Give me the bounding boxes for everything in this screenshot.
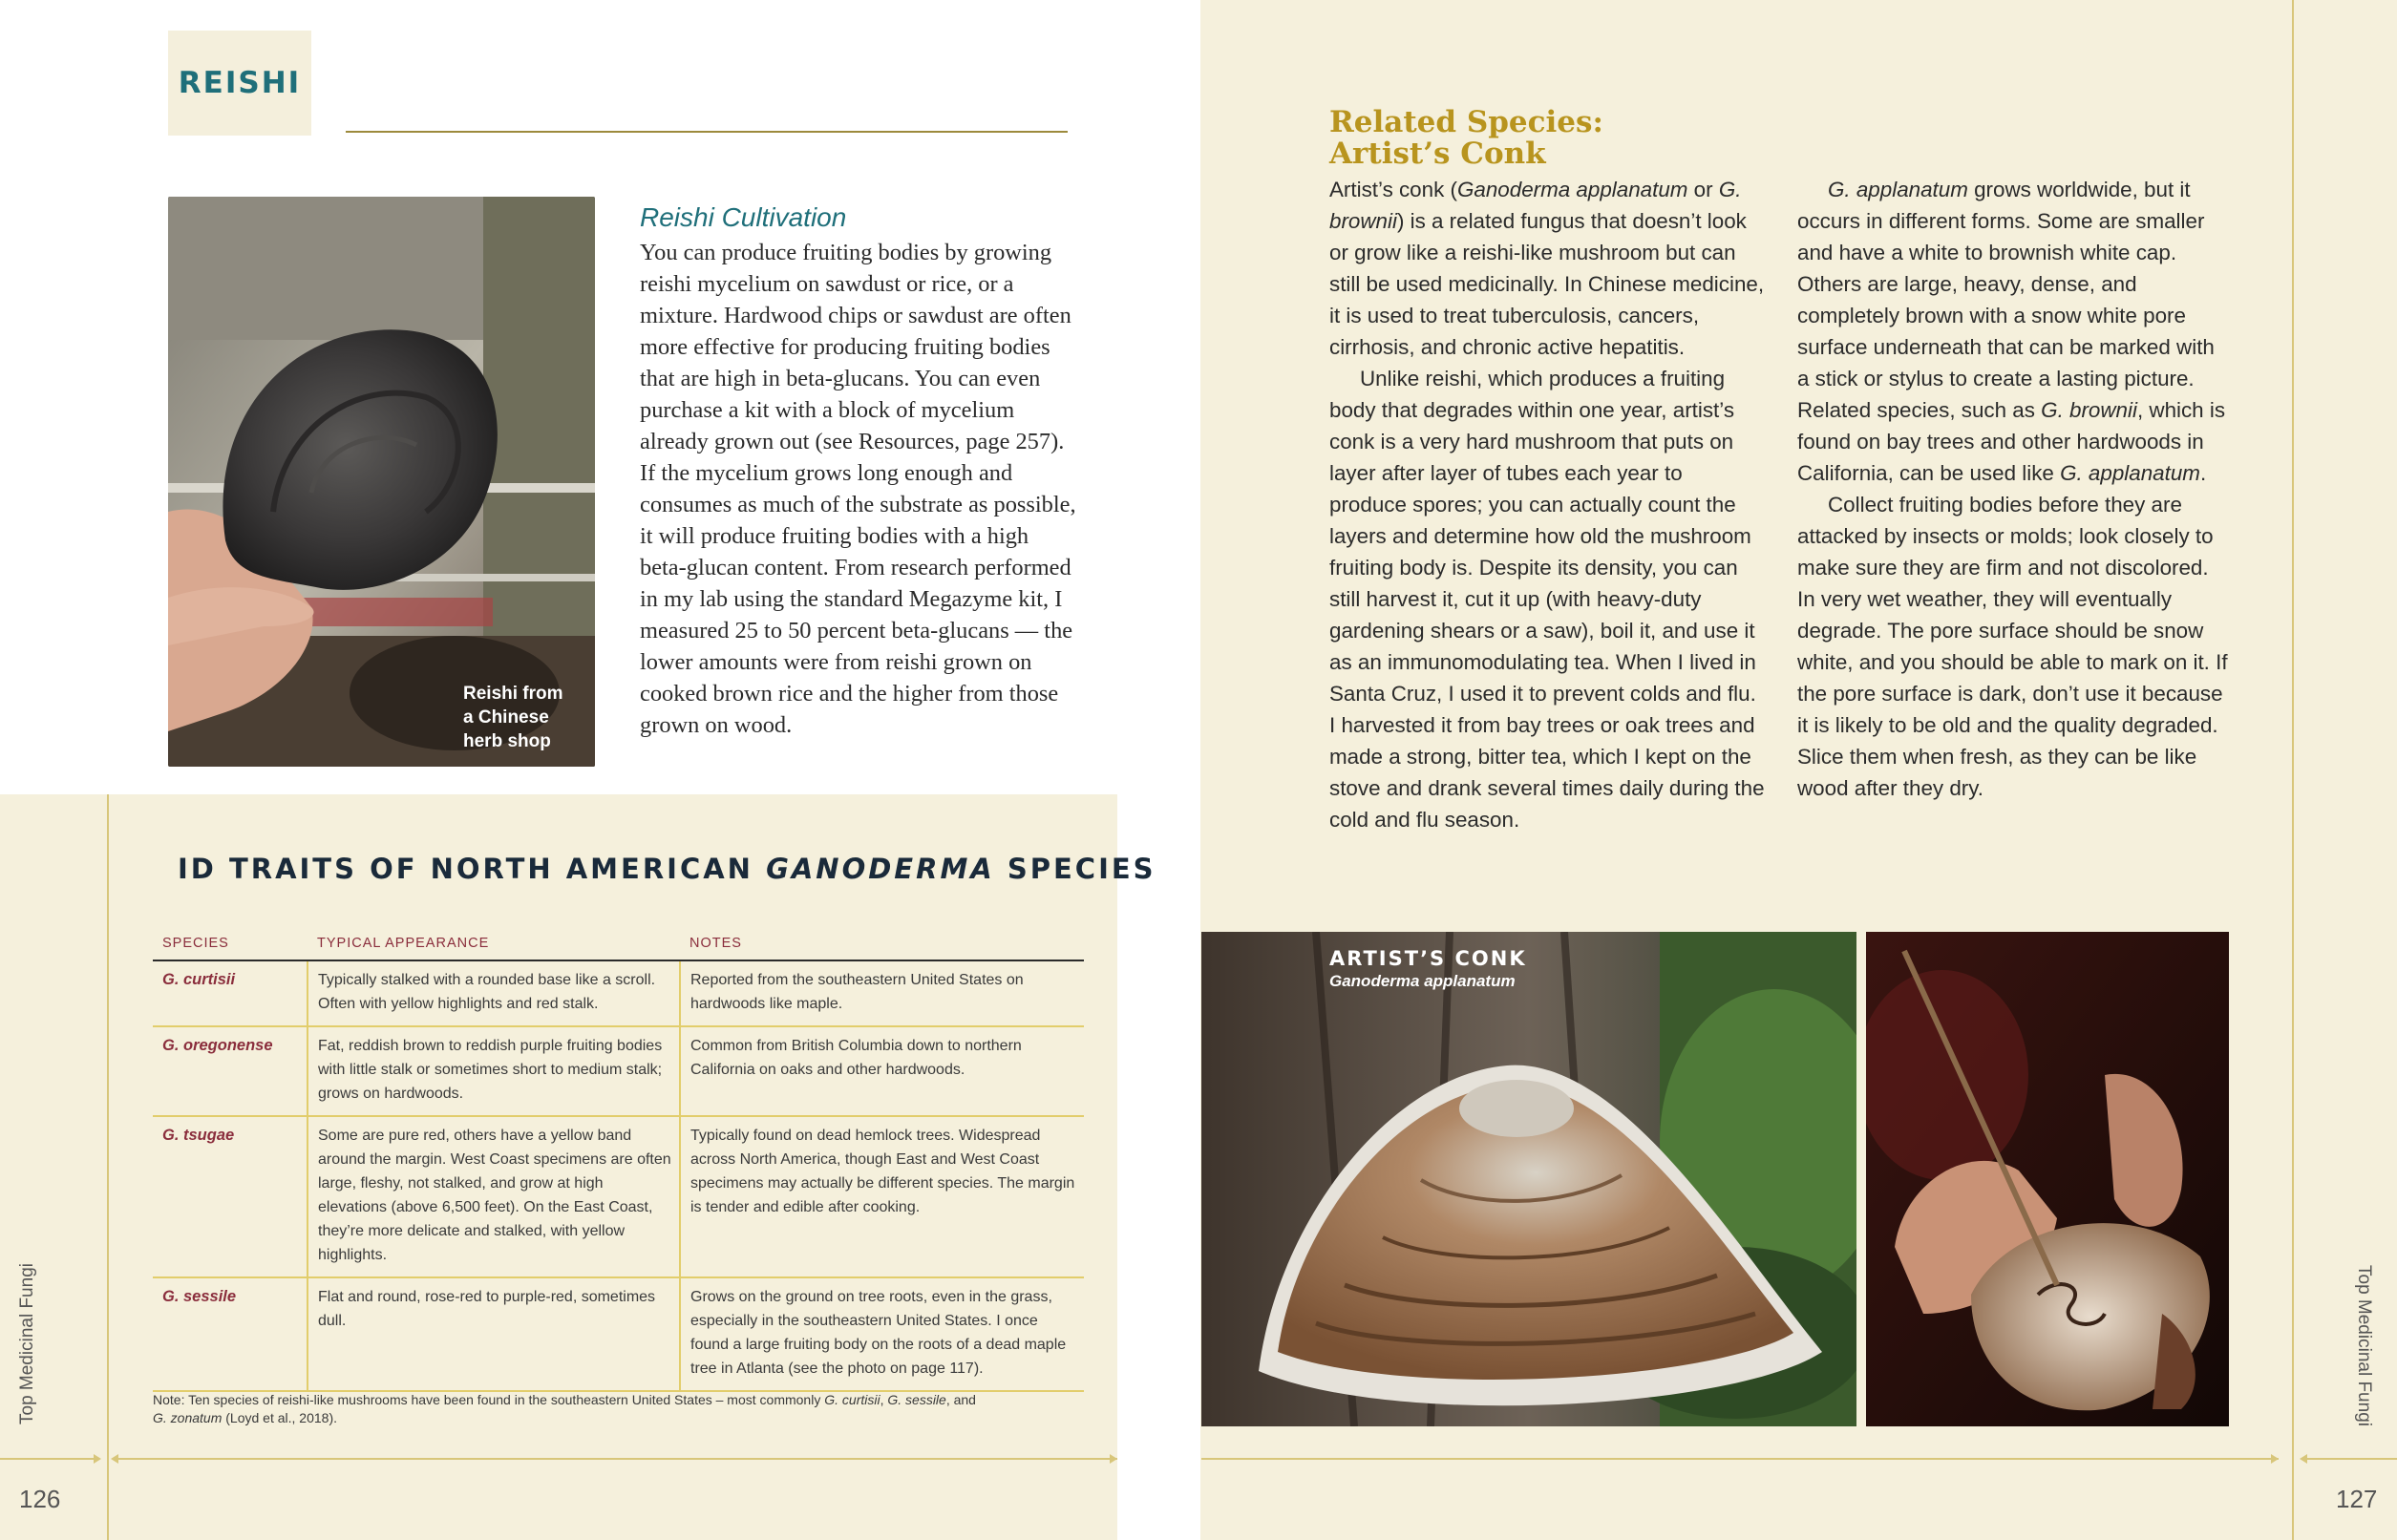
- related-species-heading: [1329, 107, 1603, 170]
- footer-arrow-icon: [1110, 1454, 1117, 1464]
- species-name: G. brownii: [2041, 398, 2137, 422]
- cultivation-heading: Reishi Cultivation: [640, 202, 847, 232]
- id-traits-heading: [178, 853, 1156, 885]
- page-number-left: 126: [19, 1485, 61, 1513]
- section-title-box: [168, 31, 311, 136]
- artists-conk-photo-label: [1329, 947, 1527, 991]
- text-run: Artist’s conk (: [1329, 178, 1457, 201]
- species-name: G. applanatum: [2060, 461, 2200, 485]
- reishi-photo: [168, 197, 595, 767]
- running-side-label-left: Top Medicinal Fungi: [17, 1263, 37, 1424]
- footer-rule-right-short: [2307, 1458, 2397, 1460]
- right-margin-rule: [2292, 0, 2294, 1540]
- text-run: or: [1687, 178, 1719, 201]
- paragraph: [1329, 174, 1765, 363]
- cultivation-text: You can produce fruiting bodies by growing reishi mycelium on sawdust or rice, or a mixture. Hardwood chips or sawdust are often more effective for producing fruiting bodies that are high in beta-glucans. You can even purchase a kit with a block of mycelium already grown out (see Resources, page 257). If the mycelium grows long enough and consumes as much of the substrate as possible, it will produce fruiting bodies with a high beta-glucan content. From research performed in my lab using the standard Megazyme kit, I measured 25 to 50 percent beta-glucans — the lower amounts were from reishi grown on cooked brown rice and the higher from those grown on wood.: [640, 240, 1076, 738]
- id-traits-heading-genus: GANODERMA: [766, 853, 995, 885]
- text-run: .: [2199, 461, 2207, 485]
- footer-arrow-icon: [111, 1454, 118, 1464]
- footer-rule-left-short: [0, 1458, 94, 1460]
- table-footnote: [153, 1391, 993, 1427]
- notes-cell: Typically found on dead hemlock trees. Widespread across North America, though East and West Coast specimens may actually be different species. The margin is tender and edible after cooking.: [680, 1116, 1084, 1277]
- footnote-text: Note: Ten species of reishi-like mushrooms have been found in the southeastern United States – most commonly: [153, 1392, 825, 1407]
- body-column-2: [1797, 174, 2229, 804]
- footer-rule-left: [118, 1458, 1117, 1460]
- reishi-photo-caption: Reishi from a Chinese herb shop: [463, 684, 563, 751]
- footnote-separator: ,: [880, 1392, 888, 1407]
- left-margin-rule: [107, 794, 109, 1540]
- table-row: [153, 1116, 1084, 1277]
- species-cell: G. tsugae: [153, 1116, 308, 1277]
- title-rule: [346, 131, 1068, 133]
- related-species-heading-line1: Related Species:: [1329, 105, 1603, 139]
- column-header-notes: NOTES: [680, 926, 1084, 960]
- section-title: REISHI: [178, 66, 302, 100]
- id-traits-heading-suffix: SPECIES: [994, 853, 1156, 885]
- text-run: ) is a related fungus that doesn’t look or grow like a reishi-like mushroom but can still be used medicinally. In Chinese medicine, it is used to treat tuberculosis, cancers, cirrhosis, and chronic active hepatitis.: [1329, 209, 1765, 359]
- column-header-appearance: TYPICAL APPEARANCE: [308, 926, 680, 960]
- appearance-cell: Typically stalked with a rounded base like a scroll. Often with yellow highlights and red stalk.: [308, 960, 680, 1026]
- notes-cell: Common from British Columbia down to northern California on oaks and other hardwoods.: [680, 1026, 1084, 1116]
- footnote-species: G. zonatum: [153, 1410, 223, 1425]
- species-cell: G. sessile: [153, 1277, 308, 1391]
- body-column-1: [1329, 174, 1765, 835]
- related-species-heading-line2: Artist’s Conk: [1329, 137, 1546, 171]
- marking-conk-photo: [1866, 932, 2229, 1426]
- footnote-separator: , and: [945, 1392, 976, 1407]
- artists-conk-photo: [1201, 932, 1856, 1426]
- text-run: grows worldwide, but it occurs in different forms. Some are smaller and have a white to brownish white cap. Others are large, heavy, dense, and completely brown with a snow white pore surface underneath that can be marked with a stick or stylus to create a lasting picture. Related species, such as: [1797, 178, 2215, 422]
- paragraph: Collect fruiting bodies before they are attacked by insects or molds; look closely to make sure they are firm and not discolored. In very wet weather, they will eventually degrade. The pore surface should be snow white, and you should be able to mark on it. If the pore surface is dark, don’t use it because it is likely to be old and the quality degraded. Slice them when fresh, as they can be like wood after they dry.: [1797, 493, 2228, 800]
- footer-arrow-icon: [94, 1454, 101, 1464]
- species-cell: G. oregonense: [153, 1026, 308, 1116]
- paragraph: [1797, 174, 2229, 489]
- artists-conk-photo-image: [1201, 932, 1856, 1426]
- species-name: G. applanatum: [1828, 178, 1968, 201]
- notes-cell: Reported from the southeastern United States on hardwoods like maple.: [680, 960, 1084, 1026]
- species-cell: G. curtisii: [153, 960, 308, 1026]
- id-traits-table: [153, 926, 1084, 1392]
- footnote-species: G. sessile: [887, 1392, 946, 1407]
- appearance-cell: Flat and round, rose-red to purple-red, sometimes dull.: [308, 1277, 680, 1391]
- notes-cell: Grows on the ground on tree roots, even in the grass, especially in the southeastern United States. I once found a large fruiting body on the roots of a dead maple tree in Atlanta (see the photo on page 117).: [680, 1277, 1084, 1391]
- footnote-species: G. curtisii: [824, 1392, 880, 1407]
- table-row: [153, 1026, 1084, 1116]
- appearance-cell: Fat, reddish brown to reddish purple fruiting bodies with little stalk or sometimes short to medium stalk; grows on hardwoods.: [308, 1026, 680, 1116]
- running-side-label-right: Top Medicinal Fungi: [2354, 1265, 2374, 1426]
- paragraph: Unlike reishi, which produces a fruiting body that degrades within one year, artist’s conk is a very hard mushroom that puts on layer after layer of tubes each year to produce spores; you can actually count the layers and determine how old the mushroom fruiting body is. Despite its density, you can still harvest it, cut it up (with heavy-duty gardening shears or a saw), boil it, and use it as an immunomodulating tea. When I lived in Santa Cruz, I used it to prevent colds and flu. I harvested it from bay trees or oak trees and made a strong, bitter tea, which I kept on the stove and drank several times daily during the cold and flu season.: [1329, 367, 1765, 832]
- footer-arrow-icon: [2271, 1454, 2279, 1464]
- footnote-citation: (Loyd et al., 2018).: [222, 1410, 338, 1425]
- table-row: [153, 960, 1084, 1026]
- species-name: Ganoderma applanatum: [1456, 178, 1688, 201]
- table-row: [153, 1277, 1084, 1391]
- table-header-row: [153, 926, 1084, 960]
- column-header-species: SPECIES: [153, 926, 308, 960]
- text-run: , which is found on bay trees and other hardwoods in California, can be used like: [1797, 398, 2226, 485]
- footer-arrow-icon: [2300, 1454, 2307, 1464]
- appearance-cell: Some are pure red, others have a yellow band around the margin. West Coast specimens are often large, fleshy, not stalked, and grow at high elevations (above 6,500 feet). On the East Coast, they’re more delicate and stalked, with yellow highlights.: [308, 1116, 680, 1277]
- footer-rule-right: [1201, 1458, 2279, 1460]
- species-name: G. brownii: [1329, 178, 1742, 233]
- photo-label-title: ARTIST’S CONK: [1329, 947, 1527, 970]
- marking-conk-photo-image: [1866, 932, 2229, 1426]
- photo-label-species: Ganoderma applanatum: [1329, 972, 1516, 990]
- page-number-right: 127: [2336, 1485, 2378, 1513]
- id-traits-heading-prefix: ID TRAITS OF NORTH AMERICAN: [178, 853, 767, 885]
